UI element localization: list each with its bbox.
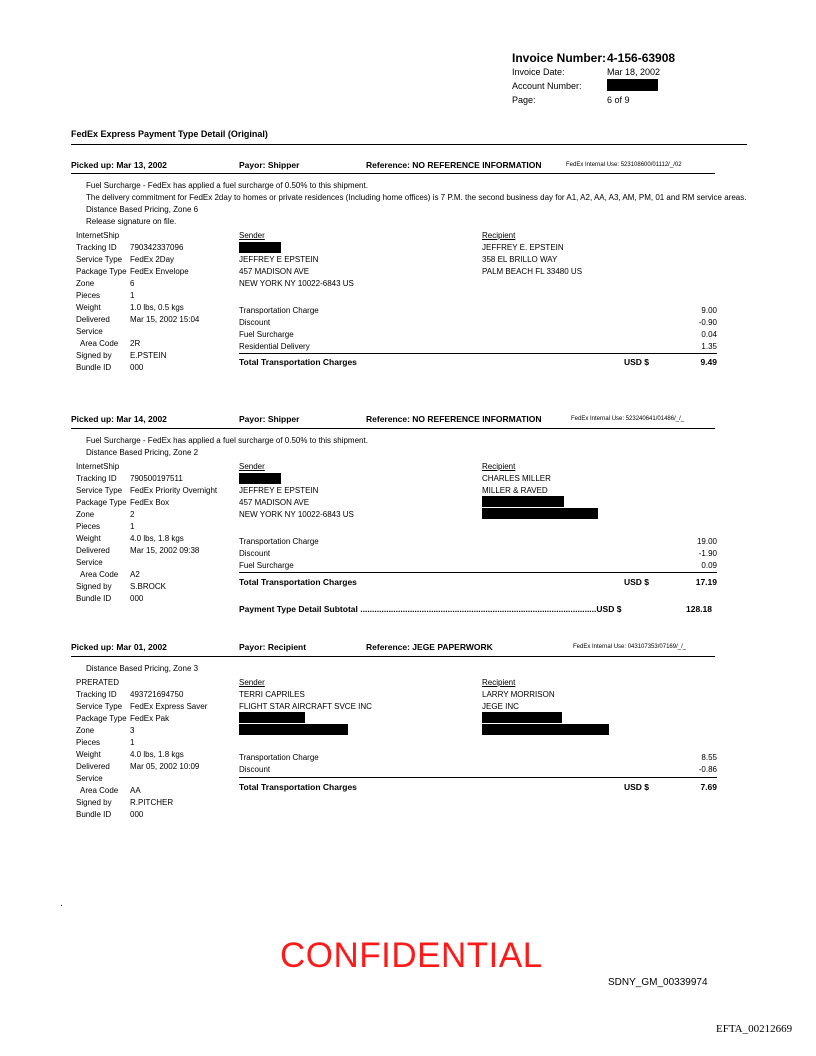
bundle-id: 000 (130, 810, 144, 819)
currency: USD $ (624, 577, 650, 587)
tracking-id: 790500197511 (130, 474, 183, 483)
bates-number: SDNY_GM_00339974 (608, 977, 708, 988)
sender-redaction (239, 712, 305, 723)
package-type: FedEx Envelope (130, 267, 189, 276)
sender-label: Sender (239, 462, 265, 471)
total-value: 7.69 (700, 782, 717, 792)
zone: 6 (130, 279, 135, 288)
service-type-label: Service Type (76, 702, 123, 711)
pieces: 1 (130, 291, 135, 300)
charge-value: 0.09 (701, 561, 717, 570)
pieces: 1 (130, 522, 135, 531)
package-type: FedEx Box (130, 498, 170, 507)
payor: Payor: Shipper (239, 414, 300, 424)
package-type-label: Package Type (76, 498, 127, 507)
charge-name: Transportation Charge (239, 306, 319, 315)
tracking-id: 493721694750 (130, 690, 184, 699)
sender-line: NEW YORK NY 10022-6843 US (239, 279, 354, 288)
efta-number: EFTA_00212669 (716, 1023, 793, 1035)
recipient-line: 358 EL BRILLO WAY (482, 255, 558, 264)
signed-by: S.BROCK (130, 582, 167, 591)
invoice-number: 4-156-63908 (607, 51, 676, 65)
service-label: Service (76, 558, 103, 567)
subtotal-value: 128.18 (686, 604, 712, 614)
picked-up: Picked up: Mar 13, 2002 (71, 160, 167, 170)
charge-value: -0.86 (698, 765, 717, 774)
sender-line: JEFFREY E EPSTEIN (239, 255, 319, 264)
pieces-label: Pieces (76, 291, 101, 300)
recipient-line: JEGE INC (482, 702, 519, 711)
bundle-label: Bundle ID (76, 363, 112, 372)
page-label: Page: (512, 95, 536, 105)
charge-name: Discount (239, 318, 271, 327)
package-type-label: Package Type (76, 267, 127, 276)
charge-value: 9.00 (701, 306, 717, 315)
total-rule (239, 777, 717, 778)
note: Distance Based Pricing, Zone 3 (86, 664, 199, 673)
charge-name: Fuel Surcharge (239, 561, 294, 570)
delivered-label: Delivered (76, 315, 110, 324)
weight-label: Weight (76, 534, 101, 543)
account-number-redaction (607, 79, 658, 91)
note: The delivery commitment for FedEx 2day to homes or private residences (Including home offices) is 7 P.M. the second business day for A1, A2, AA, A3, AM, PM, 01 and RM service areas. (86, 193, 747, 202)
shipment-rule (71, 173, 715, 174)
recipient-redaction (482, 496, 564, 507)
subtotal-label: Payment Type Detail Subtotal ....................................................................................................USD $ (239, 604, 622, 614)
currency: USD $ (624, 782, 650, 792)
sender-redaction (239, 473, 281, 484)
delivered: Mar 15, 2002 09:38 (130, 546, 200, 555)
charge-name: Transportation Charge (239, 753, 319, 762)
bundle-id: 000 (130, 363, 144, 372)
sender-label: Sender (239, 231, 265, 240)
sender-line: TERRI CAPRILES (239, 690, 305, 699)
signed-by-label: Signed by (76, 798, 112, 807)
internal-use: FedEx Internal Use: 043107353/07169/_/_ (573, 644, 687, 650)
delivered: Mar 15, 2002 15:04 (130, 315, 200, 324)
area-code-label: Area Code (80, 339, 119, 348)
tracking-label: Tracking ID (76, 690, 117, 699)
payor: Payor: Shipper (239, 160, 300, 170)
charge-name: Discount (239, 549, 271, 558)
weight: 4.0 lbs, 1.8 kgs (130, 750, 184, 759)
total-rule (239, 572, 717, 573)
service-label: Service (76, 774, 103, 783)
account-number-label: Account Number: (512, 81, 582, 91)
reference: Reference: JEGE PAPERWORK (366, 642, 493, 652)
charge-name: Fuel Surcharge (239, 330, 294, 339)
zone: 3 (130, 726, 135, 735)
package-type-label: Package Type (76, 714, 127, 723)
charge-value: 8.55 (701, 753, 717, 762)
charge-value: 19.00 (696, 537, 717, 546)
invoice-date: Mar 18, 2002 (607, 67, 661, 77)
signed-by: E.PSTEIN (130, 351, 167, 360)
charge-name: Discount (239, 765, 271, 774)
internal-use: FedEx Internal Use: 523240641/01486/_/_ (571, 416, 685, 422)
recipient-line: JEFFREY E. EPSTEIN (482, 243, 564, 252)
recipient-redaction (482, 724, 609, 735)
section-title: FedEx Express Payment Type Detail (Original) (71, 129, 268, 139)
package-type: FedEx Pak (130, 714, 170, 723)
delivered-label: Delivered (76, 762, 110, 771)
pieces-label: Pieces (76, 522, 101, 531)
reference: Reference: NO REFERENCE INFORMATION (366, 160, 542, 170)
sender-line: 457 MADISON AVE (239, 267, 310, 276)
sender-line: FLIGHT STAR AIRCRAFT SVCE INC (239, 702, 372, 711)
note: Fuel Surcharge - FedEx has applied a fuel surcharge of 0.50% to this shipment. (86, 436, 368, 445)
service-type-label: Service Type (76, 486, 123, 495)
charge-value: -0.90 (698, 318, 717, 327)
sender-line: NEW YORK NY 10022-6843 US (239, 510, 354, 519)
note: Fuel Surcharge - FedEx has applied a fuel surcharge of 0.50% to this shipment. (86, 181, 368, 190)
zone-label: Zone (76, 510, 95, 519)
signed-by-label: Signed by (76, 351, 112, 360)
weight-label: Weight (76, 750, 101, 759)
shipment-rule (71, 428, 715, 429)
area-code-label: Area Code (80, 786, 119, 795)
tracking-id: 790342337096 (130, 243, 184, 252)
sender-line: JEFFREY E EPSTEIN (239, 486, 319, 495)
total-label: Total Transportation Charges (239, 357, 357, 367)
service-label: Service (76, 327, 103, 336)
tracking-label: Tracking ID (76, 243, 117, 252)
recipient-label: Recipient (482, 231, 516, 240)
charge-name: Residential Delivery (239, 342, 310, 351)
recipient-line: LARRY MORRISON (482, 690, 555, 699)
delivered: Mar 05, 2002 10:09 (130, 762, 200, 771)
bundle-label: Bundle ID (76, 810, 112, 819)
recipient-line: CHARLES MILLER (482, 474, 551, 483)
total-value: 17.19 (695, 577, 717, 587)
service-type: FedEx 2Day (130, 255, 175, 264)
invoice-date-label: Invoice Date: (512, 67, 565, 77)
sender-redaction (239, 242, 281, 253)
recipient-redaction (482, 508, 598, 519)
total-rule (239, 353, 717, 354)
picked-up: Picked up: Mar 14, 2002 (71, 414, 167, 424)
signed-by-label: Signed by (76, 582, 112, 591)
ship-method: PRERATED (76, 678, 119, 687)
sender-line: 457 MADISON AVE (239, 498, 310, 507)
area-code: A2 (130, 570, 140, 579)
pieces: 1 (130, 738, 135, 747)
weight-label: Weight (76, 303, 101, 312)
service-type: FedEx Express Saver (130, 702, 208, 711)
page-number: 6 of 9 (607, 95, 630, 105)
stray-dot: . (60, 898, 63, 909)
note: Release signature on file. (86, 217, 177, 226)
weight: 4.0 lbs, 1.8 kgs (130, 534, 184, 543)
sender-label: Sender (239, 678, 265, 687)
total-label: Total Transportation Charges (239, 782, 357, 792)
ship-method: InternetShip (76, 231, 120, 240)
service-type: FedEx Priority Overnight (130, 486, 218, 495)
recipient-line: MILLER & RAVED (482, 486, 548, 495)
zone-label: Zone (76, 726, 95, 735)
currency: USD $ (624, 357, 650, 367)
charge-name: Transportation Charge (239, 537, 319, 546)
recipient-label: Recipient (482, 678, 516, 687)
tracking-label: Tracking ID (76, 474, 117, 483)
weight: 1.0 lbs, 0.5 kgs (130, 303, 184, 312)
note: Distance Based Pricing, Zone 6 (86, 205, 199, 214)
area-code: AA (130, 786, 141, 795)
picked-up: Picked up: Mar 01, 2002 (71, 642, 167, 652)
section-rule (71, 144, 747, 145)
recipient-line: PALM BEACH FL 33480 US (482, 267, 583, 276)
charge-value: -1.90 (698, 549, 717, 558)
shipment-rule (71, 656, 715, 657)
bundle-id: 000 (130, 594, 144, 603)
sender-redaction (239, 724, 348, 735)
signed-by: R.PITCHER (130, 798, 174, 807)
area-code-label: Area Code (80, 570, 119, 579)
note: Distance Based Pricing, Zone 2 (86, 448, 199, 457)
invoice-number-label: Invoice Number: (512, 51, 607, 65)
delivered-label: Delivered (76, 546, 110, 555)
recipient-label: Recipient (482, 462, 516, 471)
total-value: 9.49 (700, 357, 717, 367)
internal-use: FedEx Internal Use: 523108600/01112/_/02 (566, 162, 682, 168)
reference: Reference: NO REFERENCE INFORMATION (366, 414, 542, 424)
recipient-redaction (482, 712, 562, 723)
charge-value: 1.35 (701, 342, 717, 351)
area-code: 2R (130, 339, 141, 348)
payor: Payor: Recipient (239, 642, 307, 652)
service-type-label: Service Type (76, 255, 123, 264)
zone: 2 (130, 510, 135, 519)
confidential-stamp: CONFIDENTIAL (280, 936, 543, 975)
charge-value: 0.04 (701, 330, 717, 339)
bundle-label: Bundle ID (76, 594, 112, 603)
pieces-label: Pieces (76, 738, 101, 747)
ship-method: InternetShip (76, 462, 120, 471)
total-label: Total Transportation Charges (239, 577, 357, 587)
zone-label: Zone (76, 279, 95, 288)
